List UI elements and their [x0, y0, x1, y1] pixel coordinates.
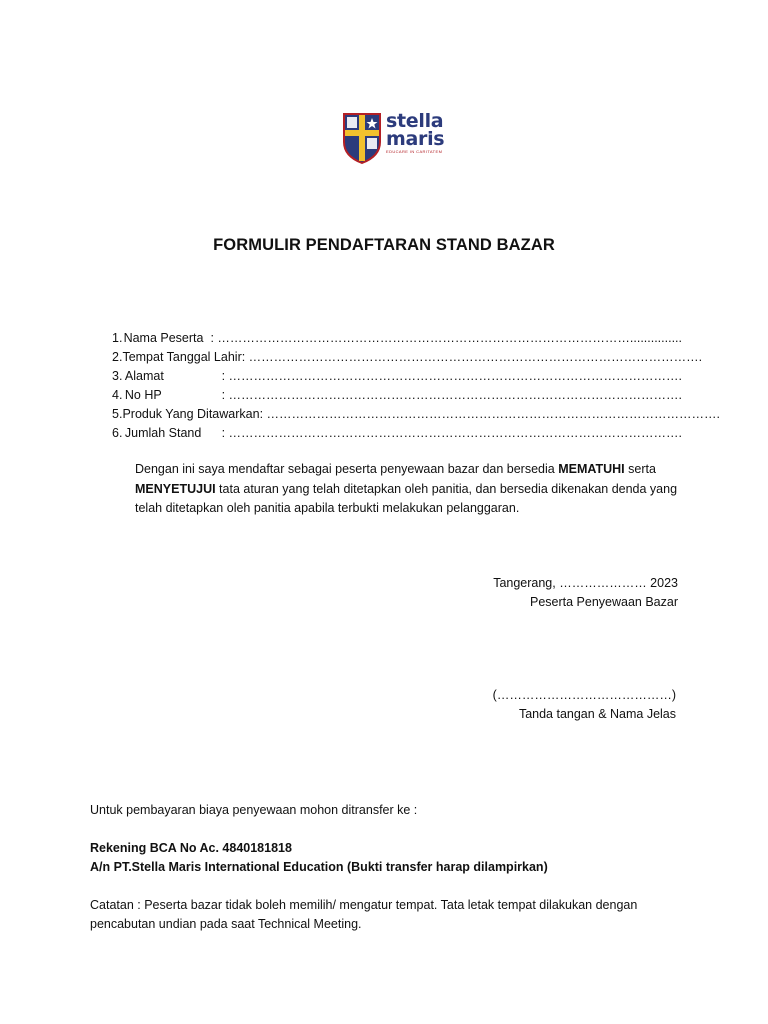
account-holder: A/n PT.Stella Maris International Education (Bukti transfer harap dilampirkan) — [90, 860, 548, 874]
field-list — [112, 329, 720, 443]
field-row-alamat — [112, 367, 682, 386]
spacer — [90, 820, 690, 839]
field-label: Jumlah Stand — [124, 426, 202, 440]
declaration-text: serta — [624, 462, 656, 476]
form-title: FORMULIR PENDAFTARAN STAND BAZAR — [213, 236, 555, 254]
field-blank[interactable]: : ………………………………………………………………………………………………. — [221, 388, 682, 402]
field-label: Tempat Tanggal Lahir — [122, 350, 242, 364]
field-number: 4. — [112, 388, 123, 402]
place-date[interactable]: Tangerang, ………………… 2023 — [493, 576, 678, 590]
field-label: No HP — [124, 388, 162, 402]
place-date-block — [493, 574, 678, 612]
declaration-bold: MENYETUJUI — [135, 481, 216, 496]
logo-name-line1: stella — [386, 110, 444, 132]
payment-intro: Untuk pembayaran biaya penyewaan mohon ditransfer ke : — [90, 803, 418, 817]
field-row-nama-peserta — [112, 329, 682, 348]
logo-tagline: EDUCARE IN CARITATEM — [386, 149, 443, 154]
note: Catatan : Peserta bazar tidak boleh memilih/ mengatur tempat. Tata letak tempat dilakukan dengan pencabutan undian pada saat Technical Meeting. — [90, 898, 638, 931]
signature-block — [493, 686, 676, 724]
logo-name-line2: maris — [386, 128, 445, 150]
field-blank[interactable]: : ………………………………………………………………………………………………. — [221, 369, 682, 383]
field-number: 5. — [112, 407, 123, 421]
field-blank[interactable]: : ………………………………………………………………………………………………. — [221, 426, 682, 440]
signature-blank[interactable]: (……………………………………) — [492, 688, 676, 702]
stella-maris-logo — [342, 112, 444, 164]
field-number: 1. — [112, 331, 123, 345]
field-blank[interactable]: : ………………………………………………………………………………………………. — [259, 407, 720, 421]
shield-icon — [342, 112, 382, 164]
payment-section — [90, 801, 690, 934]
declaration-paragraph — [135, 460, 680, 519]
field-label: Alamat — [124, 369, 164, 383]
logo-wordmark — [386, 112, 444, 154]
field-blank[interactable]: : ………………………………………………………………………………………............... — [210, 331, 682, 345]
bank-account: Rekening BCA No Ac. 4840181818 — [90, 841, 292, 855]
declaration-text: tata aturan yang telah ditetapkan oleh panitia, dan bersedia dikenakan denda yang telah ditetapkan oleh panitia apabila terbukti melakukan pelanggaran. — [135, 481, 678, 515]
declaration-bold: MEMATUHI — [558, 462, 625, 476]
signer-role: Peserta Penyewaan Bazar — [529, 595, 678, 609]
spacer — [90, 877, 690, 896]
field-row-no-hp — [112, 386, 682, 405]
declaration-text: Dengan ini saya mendaftar sebagai peserta penyewaan bazar dan bersedia — [135, 462, 559, 476]
field-number: 6. — [112, 426, 123, 440]
field-label: Produk Yang Ditawarkan — [122, 407, 260, 421]
field-label: Nama Peserta — [123, 331, 204, 345]
field-number: 2. — [112, 350, 123, 364]
field-row-tempat-tanggal-lahir — [112, 348, 703, 367]
signature-caption: Tanda tangan & Nama Jelas — [518, 707, 676, 721]
field-blank[interactable]: : ………………………………………………………………………………………………. — [241, 350, 703, 364]
field-row-produk — [112, 405, 720, 424]
field-row-jumlah-stand — [112, 424, 682, 443]
field-number: 3. — [112, 369, 123, 383]
